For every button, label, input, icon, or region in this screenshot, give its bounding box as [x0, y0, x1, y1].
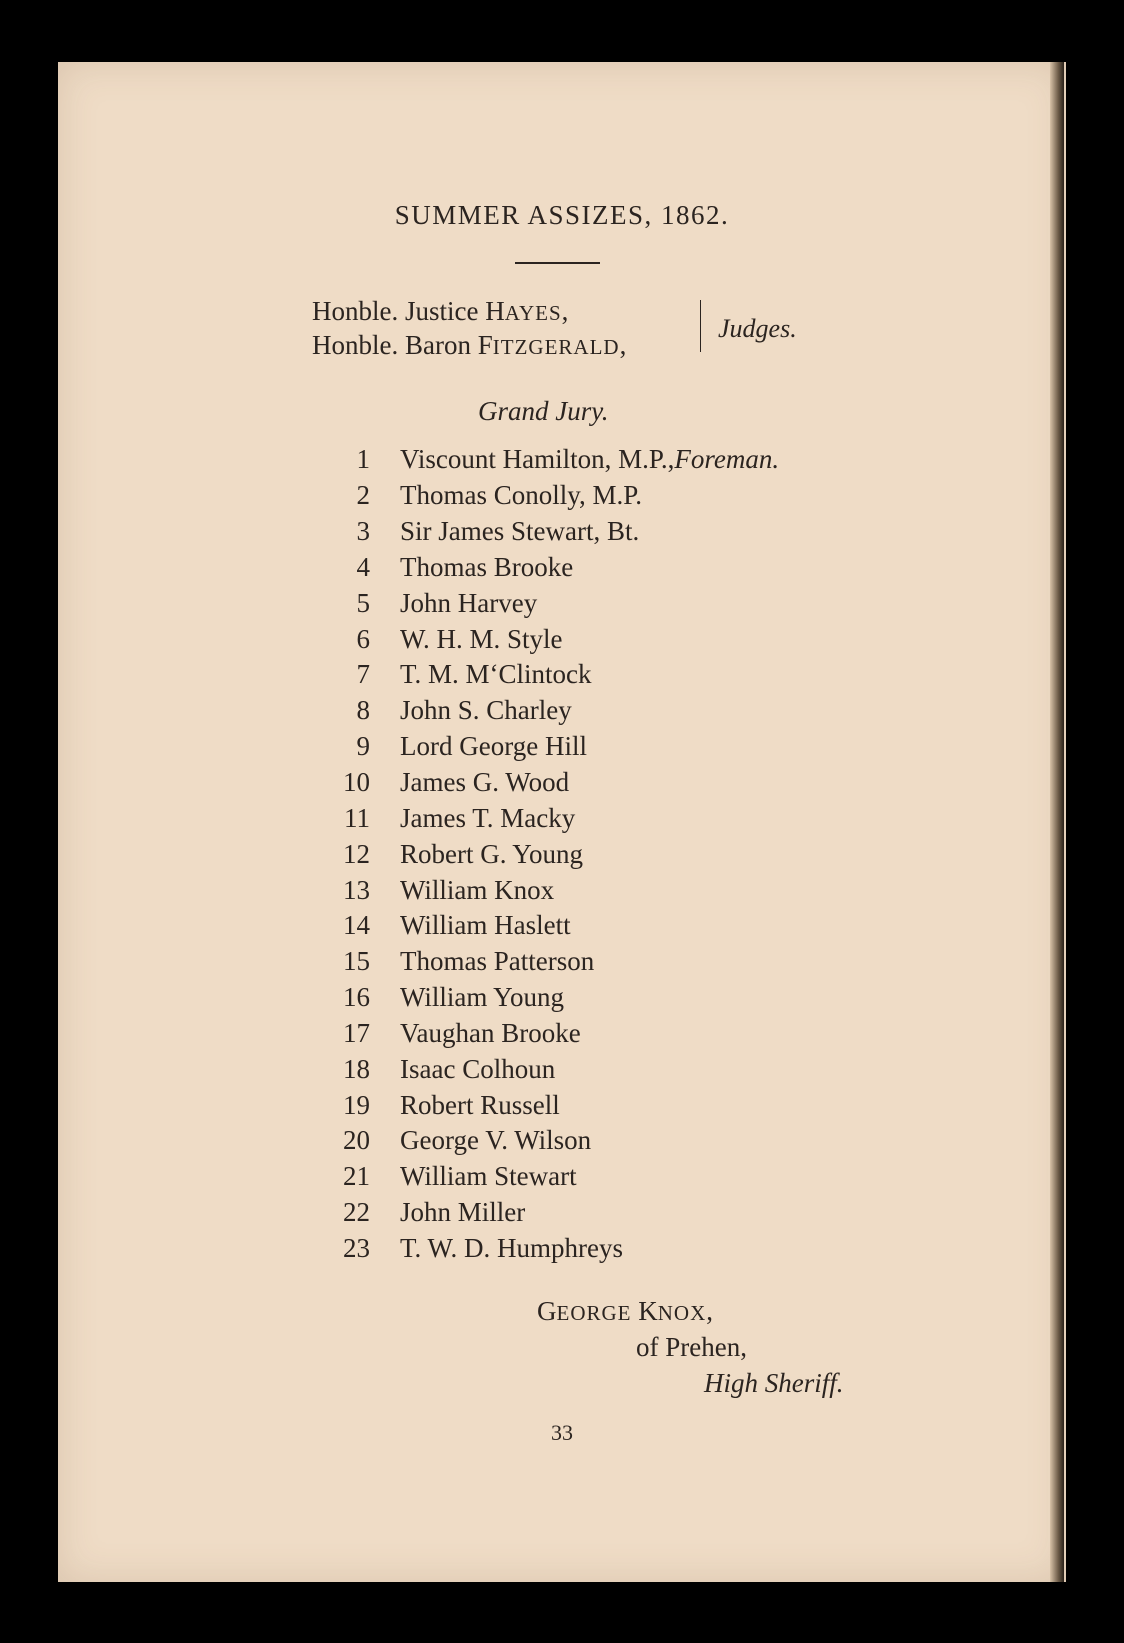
jury-row [320, 1123, 940, 1159]
jury-row [320, 980, 940, 1016]
jury-number: 14 [343, 910, 370, 941]
jury-name: William Young [400, 982, 564, 1013]
jury-row [320, 836, 940, 872]
jury-row [320, 478, 940, 514]
jury-row [320, 1159, 940, 1195]
jury-number: 19 [343, 1089, 370, 1120]
judge-2-prefix: Honble. Baron [312, 330, 478, 360]
jury-row [320, 872, 940, 908]
jury-number: 3 [356, 516, 370, 547]
jury-name: Robert Russell [400, 1089, 560, 1120]
jury-name: Isaac Colhoun [400, 1053, 556, 1084]
jury-number: 1 [356, 444, 370, 475]
signature-last-initial: K [638, 1296, 658, 1326]
signature-place: of Prehen, [636, 1332, 747, 1362]
jury-name: Vaughan Brooke [400, 1017, 581, 1048]
jury-name: John S. Charley [400, 695, 572, 726]
jury-name: John Miller [400, 1197, 526, 1228]
jury-row [320, 944, 940, 980]
jury-number: 5 [356, 587, 370, 618]
signature-suffix: , [706, 1296, 713, 1326]
jury-name: William Knox [400, 874, 555, 905]
jury-row [320, 621, 940, 657]
jury-name: Sir James Stewart, Bt. [400, 516, 640, 547]
jury-row [320, 442, 940, 478]
jury-name: W. H. M. Style [400, 623, 563, 654]
judge-2-suffix: , [619, 330, 627, 360]
signature-office: High Sheriff. [704, 1368, 844, 1398]
jury-row [320, 1087, 940, 1123]
page-edge [1050, 62, 1064, 1582]
jury-name: John Harvey [400, 587, 538, 618]
signature-first-initial: G [537, 1296, 557, 1326]
jury-number: 16 [343, 982, 370, 1013]
jury-row [320, 908, 940, 944]
page-title: SUMMER ASSIZES, 1862. [394, 200, 730, 230]
jury-row [320, 550, 940, 586]
jury-name: Viscount Hamilton, M.P., [400, 444, 675, 475]
jury-name: Robert G. Young [400, 838, 584, 869]
jury-note: Foreman. [674, 444, 780, 475]
jury-number: 11 [344, 802, 370, 833]
jury-name: James G. Wood [400, 767, 570, 798]
jury-number: 6 [356, 623, 370, 654]
judge-1-prefix: Honble. Justice [312, 296, 486, 326]
jury-name: William Stewart [400, 1161, 577, 1192]
jury-number: 13 [343, 874, 370, 905]
judge-1-surname: AYES [504, 301, 562, 325]
jury-row [320, 514, 940, 550]
judge-1-initial: H [485, 296, 505, 326]
jury-row [320, 585, 940, 621]
jury-name: George V. Wilson [400, 1125, 592, 1156]
jury-number: 8 [356, 695, 370, 726]
jury-number: 15 [343, 946, 370, 977]
jury-row [320, 765, 940, 801]
title-rule [515, 262, 600, 264]
jury-number: 18 [343, 1053, 370, 1084]
judge-2-initial: F [477, 330, 493, 360]
jury-number: 22 [343, 1197, 370, 1228]
jury-number: 21 [343, 1161, 370, 1192]
jury-number: 2 [356, 480, 370, 511]
jury-row [320, 657, 940, 693]
jury-row [320, 1195, 940, 1231]
signature-first-rest: EORGE [556, 1301, 632, 1325]
judge-2-surname: ITZGERALD [492, 335, 620, 359]
jury-name: James T. Macky [400, 802, 576, 833]
page-number: 33 [551, 1420, 573, 1445]
jury-number: 17 [343, 1017, 370, 1048]
jury-number: 9 [356, 731, 370, 762]
signature-last-rest: NOX [657, 1301, 707, 1325]
judges-brace [690, 300, 701, 352]
jury-number: 20 [343, 1125, 370, 1156]
judges-label: Judges. [718, 314, 797, 343]
jury-name: T. W. D. Humphreys [400, 1232, 623, 1263]
jury-name: William Haslett [400, 910, 571, 941]
signature-name [537, 1296, 713, 1327]
jury-row [320, 729, 940, 765]
judge-line-2 [312, 330, 626, 361]
jury-number: 12 [343, 838, 370, 869]
jury-name: Thomas Brooke [400, 551, 574, 582]
jury-number: 23 [343, 1232, 370, 1263]
jury-name: Thomas Patterson [400, 946, 595, 977]
jury-row [320, 1051, 940, 1087]
jury-number: 4 [356, 551, 370, 582]
jury-name: Lord George Hill [400, 731, 587, 762]
jury-row [320, 800, 940, 836]
jury-number: 10 [343, 767, 370, 798]
grand-jury-list [320, 442, 940, 1266]
judge-1-suffix: , [561, 296, 569, 326]
jury-number: 7 [356, 659, 370, 690]
jury-row [320, 693, 940, 729]
grand-jury-heading: Grand Jury. [478, 396, 609, 426]
judge-line-1 [312, 296, 568, 327]
jury-row [320, 1016, 940, 1052]
jury-name: T. M. M‘Clintock [400, 659, 592, 690]
jury-name: Thomas Conolly, M.P. [400, 480, 643, 511]
jury-row [320, 1231, 940, 1267]
